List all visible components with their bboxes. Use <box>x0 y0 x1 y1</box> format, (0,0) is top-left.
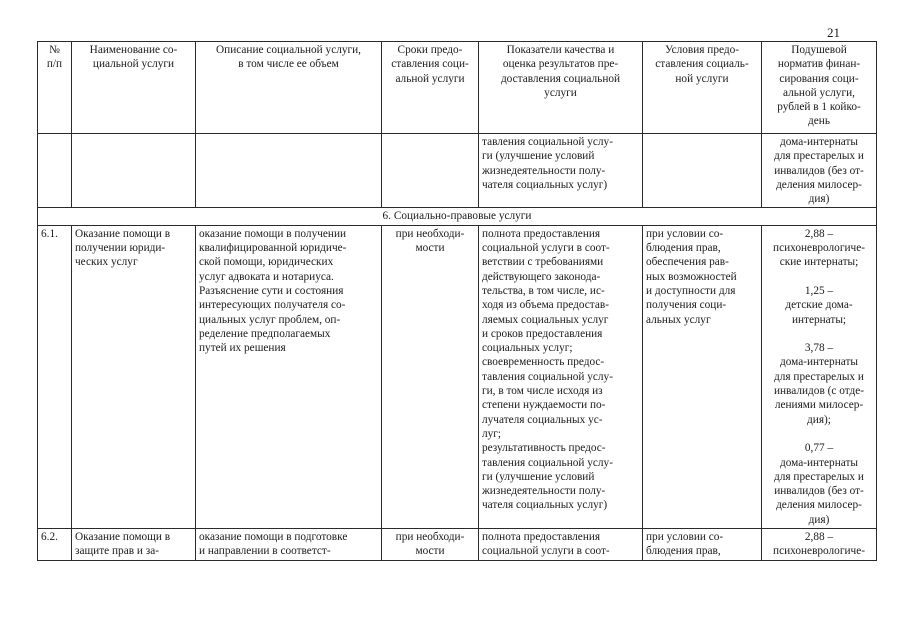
cell-conditions: при условии со- блюдения прав, <box>643 529 762 561</box>
page-number: 21 <box>827 25 840 40</box>
cell-service-name: Оказание помощи в защите прав и за- <box>72 529 196 561</box>
cell-number: 6.1. <box>38 225 72 528</box>
cell-norm: 2,88 – психоневрологиче- <box>762 529 877 561</box>
table-row <box>38 225 877 528</box>
header-terms: Сроки предо- ставления соци- альной услуги <box>382 42 479 134</box>
header-number: № п/п <box>38 42 72 134</box>
table-row-continued <box>38 134 877 208</box>
cell-empty <box>72 134 196 208</box>
cell-description: оказание помощи в подготовке и направлении в соответст- <box>196 529 382 561</box>
cell-empty <box>382 134 479 208</box>
services-table <box>37 41 877 561</box>
cell-norm: дома-интернаты для престарелых и инвалидов (без от- деления милосер- дия) <box>762 134 877 208</box>
cell-number: 6.2. <box>38 529 72 561</box>
section-row <box>38 208 877 225</box>
cell-service-name: Оказание помощи в получении юриди- ческих услуг <box>72 225 196 528</box>
header-service-name: Наименование со- циальной услуги <box>72 42 196 134</box>
header-quality: Показатели качества и оценка результатов пре- доставления социальной услуги <box>479 42 643 134</box>
cell-empty <box>38 134 72 208</box>
cell-quality: полнота предоставления социальной услуги в соот- <box>479 529 643 561</box>
header-norm: Подушевой норматив финан- сирования соци- альной услуги, рублей в 1 койко- день <box>762 42 877 134</box>
cell-quality: тавления социальной услу- ги (улучшение условий жизнедеятельности полу- чателя социальных услуг) <box>479 134 643 208</box>
cell-empty <box>643 134 762 208</box>
table-row <box>38 529 877 561</box>
cell-terms: при необходи- мости <box>382 225 479 528</box>
cell-quality: полнота предоставления социальной услуги в соот- ветствии с требованиями действующего законода- тельства, в том числе, ис- ходя из объема предостав- ляемых социальных услуг и сроков предоставления социальных услуг; своевременность предос- тавления социальной услу- ги, в том числе исходя из степени нуждаемости по- лучателя социальных ус- луг; результативность предос- тавления социальной услу- ги (улучшение условий жизнедеятельности полу- чателя социальных услуг) <box>479 225 643 528</box>
header-row <box>38 42 877 134</box>
cell-norm: 2,88 – психоневрологиче- ские интернаты; 1,25 – детские дома- интернаты; 3,78 – дома-интернаты для престарелых и инвалидов (с отде- лениями милосер- дия); 0,77 – дома-интернаты для престарелых и инвалидов (без от- деления милосер- дия) <box>762 225 877 528</box>
section-title: 6. Социально-правовые услуги <box>38 208 877 225</box>
header-conditions: Условия предо- ставления социаль- ной услуги <box>643 42 762 134</box>
cell-terms: при необходи- мости <box>382 529 479 561</box>
header-description: Описание социальной услуги, в том числе ее объем <box>196 42 382 134</box>
cell-description: оказание помощи в получении квалифицированной юридиче- ской помощи, юридических услуг адвоката и нотариуса. Разъяснение сути и состояния интересующих получателя со- циальных услуг проблем, оп- ределение предполагаемых путей их решения <box>196 225 382 528</box>
cell-conditions: при условии со- блюдения прав, обеспечения рав- ных возможностей и доступности для получения соци- альных услуг <box>643 225 762 528</box>
cell-empty <box>196 134 382 208</box>
